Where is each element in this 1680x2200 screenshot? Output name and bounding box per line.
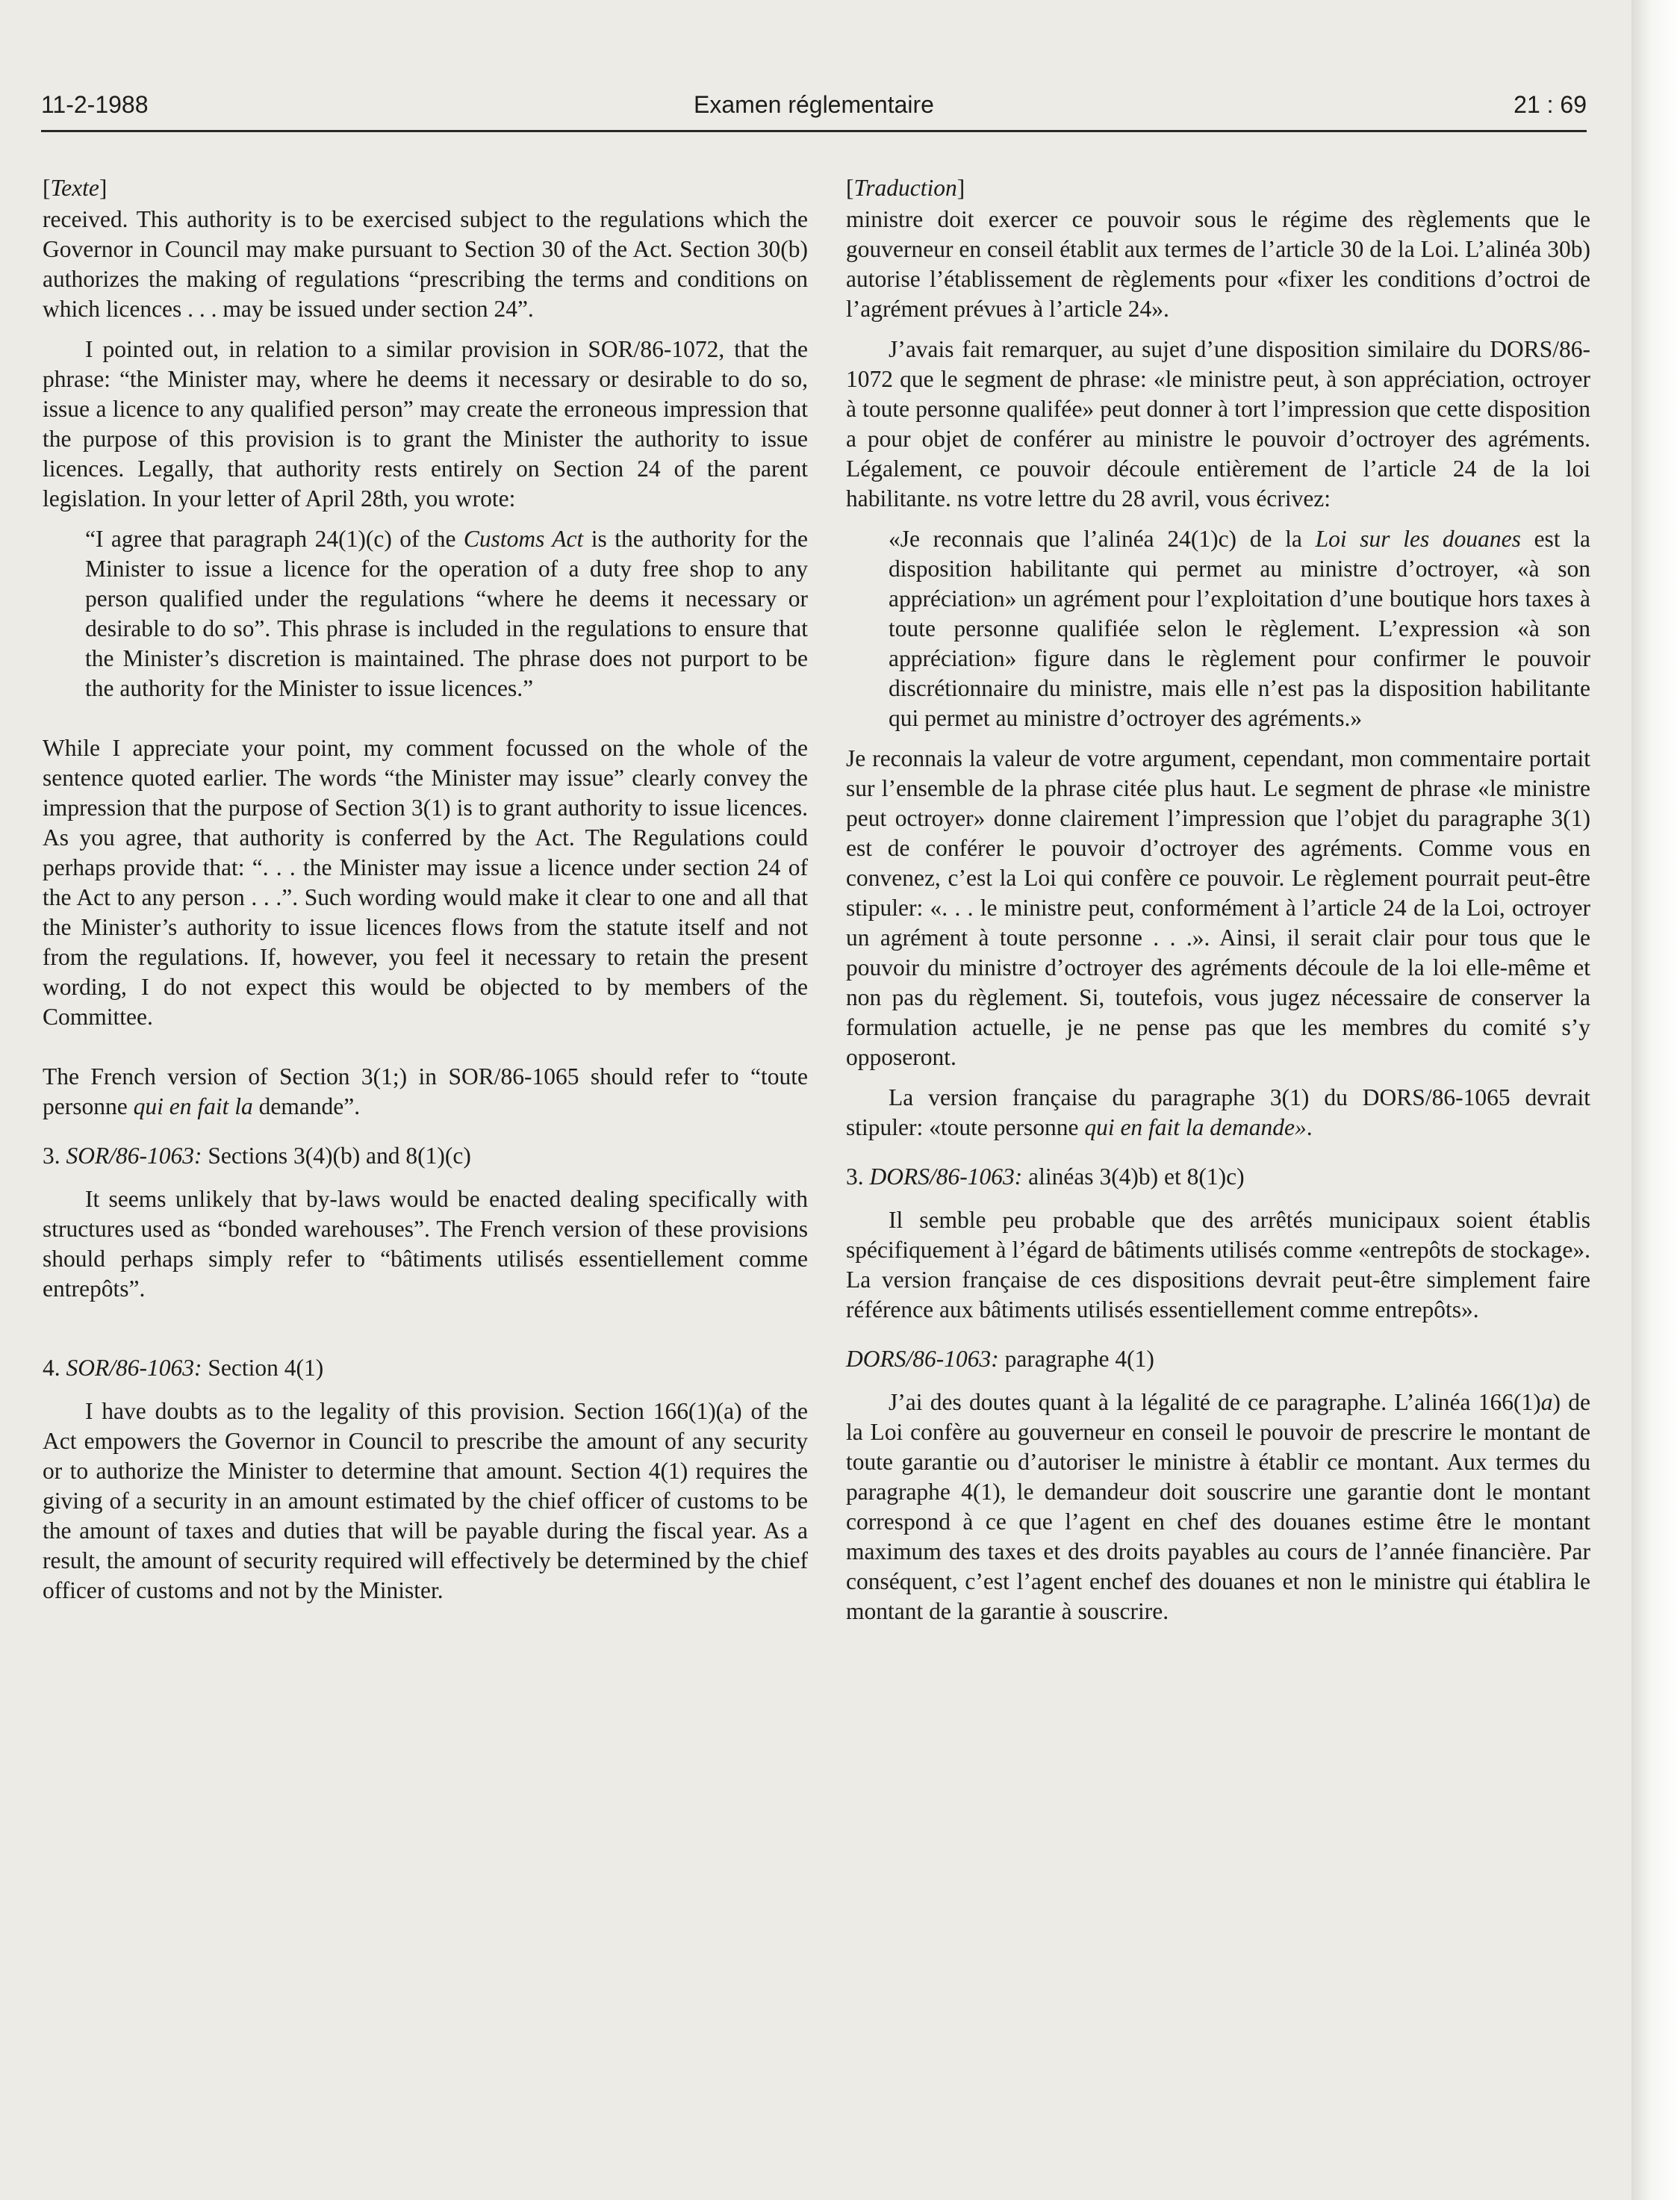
text-part: demande”. bbox=[252, 1093, 361, 1119]
heading-text: alinéas 3(4)b) et 8(1)c) bbox=[1022, 1163, 1245, 1190]
paragraph-remarquer: J’avais fait remarquer, au sujet d’une disposition similaire du DORS/86-1072 que le segment de phrase: «le ministre peut, à son appréciation, octroyer à toute personne qualifée» peut donner à tort l’impression que cette disposition a pour objet de conférer au ministre le pouvoir d’octroyer des agréments. Légalement, ce pouvoir découle entièrement de l’article 24 de la loi habilitante. ns votre lettre du 28 avril, vous écrivez: bbox=[846, 336, 1590, 512]
section-heading-4 bbox=[43, 1353, 808, 1383]
paragraph-pointed-out: I pointed out, in relation to a similar provision in SOR/86-1072, that the phrase: “the Minister may, where he deems it necessary or desirable to do so, issue a licence to any qualified person” may create the erroneous impression that the purpose of this provision is to grant the Minister the authority to issue licences. Legally, that authority rests entirely on Section 24 of the parent legislation. In your letter of April 28th, you wrote: bbox=[43, 336, 808, 512]
label-text: Texte bbox=[50, 175, 99, 201]
italic-part: qui en fait la bbox=[133, 1093, 253, 1119]
heading-text: Sections 3(4)(b) and 8(1)(c) bbox=[202, 1143, 471, 1169]
section-heading-3 bbox=[43, 1141, 808, 1171]
page-header bbox=[41, 88, 1587, 132]
heading-number: 3. bbox=[846, 1163, 870, 1190]
section-heading-3 bbox=[846, 1162, 1590, 1192]
paragraph-arretes: Il semble peu probable que des arrêtés municipaux soient établis spécifiquement à l’égard de bâtiments utilisés comme «entrepôts de stockage». La version française de ces dispositions devrait peut-être simplement faire référence aux bâtiments utilisés essentiellement comme entrepôts». bbox=[846, 1207, 1590, 1323]
english-column bbox=[43, 173, 808, 1616]
quoted-letter bbox=[889, 524, 1590, 733]
spacer bbox=[43, 1042, 808, 1062]
heading-reference: SOR/86-1063: bbox=[66, 1143, 202, 1169]
heading-reference: SOR/86-1063: bbox=[66, 1355, 202, 1381]
heading-reference: DORS/86-1063: bbox=[846, 1346, 999, 1372]
spacer bbox=[43, 1314, 808, 1334]
heading-text: Section 4(1) bbox=[202, 1355, 324, 1381]
paragraph-doutes bbox=[846, 1388, 1590, 1626]
quote-part: est la disposition habilitante qui permet au ministre d’octroyer, «à son appréciation» un agrément pour l’exploitation d’une boutique hors taxes à toute personne qualifiée selon le règlement. L’expression «à son appréciation» figure dans le règlement pour confirmer le pouvoir discrétionnaire du ministre, mais elle n’est pas la disposition habilitante qui permet au ministre d’octroyer des agréments.» bbox=[889, 526, 1590, 731]
column-label-texte: [Texte] bbox=[43, 175, 108, 201]
french-column bbox=[846, 173, 1590, 1637]
label-text: Traduction bbox=[853, 175, 957, 201]
spacer bbox=[43, 714, 808, 733]
page-edge bbox=[1631, 0, 1680, 2200]
paragraph-reconnais: Je reconnais la valeur de votre argument, cependant, mon commentaire portait sur l’ensemble de la phrase citée plus haut. Le segment de phrase «le ministre peut octroyer» donne clairement l’impression que l’objet du paragraphe 3(1) est de conférer le pouvoir d’octroyer des agréments. Comme vous en convenez, c’est la Loi qui confère ce pouvoir. Le règlement pourrait peut-être stipuler: «. . . le ministre peut, conformément à l’article 24 de la Loi, octroyer un agrément à toute personne . . .». Ainsi, il serait clair pour tous que le pouvoir du ministre d’octroyer des agréments découle de la loi elle-même et non pas du règlement. Si, toutefois, vous jugez nécessaire de conserver la formulation actuelle, je ne pense pas que les membres du comité s’y opposeront. bbox=[846, 745, 1590, 1070]
quote-part: is the authority for the Minister to issue a licence for the operation of a duty free shop to any person qualified under the regulations “where he deems it necessary or desirable to do so”. This phrase is included in the regulations to ensure that the Minister’s discretion is maintained. The phrase does not purport to be the authority for the Minister to issue licences.” bbox=[85, 526, 808, 701]
heading-text: paragraphe 4(1) bbox=[998, 1346, 1154, 1372]
heading-number: 3. bbox=[43, 1143, 66, 1169]
paragraph-french-version bbox=[43, 1062, 808, 1122]
heading-reference: DORS/86-1063: bbox=[869, 1163, 1023, 1190]
text-part: ) de la Loi confère au gouverneur en conseil le pouvoir de prescrire le montant de toute garantie ou d’autoriser le ministre à établir ce montant. Aux termes du paragraphe 4(1), le demandeur doit souscrire une garantie dont le montant correspond à ce que l’agent en chef des douanes estime être le montant maximum des taxes et des droits payables au cours de l’année financière. Par conséquent, c’est l’agent enchef des douanes et non le ministre qui établira le montant de la garantie à souscrire. bbox=[846, 1389, 1590, 1624]
italic-part: a bbox=[1540, 1389, 1553, 1415]
paragraph-version-francaise bbox=[846, 1083, 1590, 1143]
quote-act-title: Customs Act bbox=[463, 526, 584, 552]
quote-part: «Je reconnais que l’alinéa 24(1)c) de la bbox=[889, 526, 1316, 552]
paragraph-received: received. This authority is to be exercised subject to the regulations which the Governor in Council may make pursuant to Section 30 of the Act. Section 30(b) authorizes the making of regulations “prescribing the terms and conditions on which licences . . . may be issued under section 24”. bbox=[43, 206, 808, 322]
text-part: J’ai des doutes quant à la légalité de ce paragraphe. L’alinéa 166(1) bbox=[889, 1389, 1541, 1415]
header-title: Examen réglementaire bbox=[694, 91, 934, 118]
section-heading-4 bbox=[846, 1344, 1590, 1374]
italic-part: qui en fait la demande» bbox=[1084, 1114, 1307, 1140]
paragraph-by-laws: It seems unlikely that by-laws would be enacted dealing specifically with structures used as “bonded warehouses”. The French version of these provisions should perhaps simply refer to “bâtiments utilisés essentiellement comme entrepôts”. bbox=[43, 1186, 808, 1302]
quote-part: “I agree that paragraph 24(1)(c) of the bbox=[85, 526, 464, 552]
text-part: La version française du paragraphe 3(1) du DORS/86-1065 devrait stipuler: «toute personne bbox=[846, 1084, 1590, 1140]
text-part: . bbox=[1306, 1114, 1313, 1140]
quoted-letter bbox=[85, 524, 808, 703]
column-label-traduction: [Traduction] bbox=[846, 175, 965, 201]
text-part: The French version of Section 3(1;) in SOR/86-1065 should refer to “toute personne bbox=[43, 1063, 808, 1119]
header-page-number: 21 : 69 bbox=[1513, 91, 1587, 118]
paragraph-appreciate: While I appreciate your point, my comment focussed on the whole of the sentence quoted earlier. The words “the Minister may issue” clearly convey the impression that the purpose of Section 3(1) is to grant authority to issue licences. As you agree, that authority is conferred by the Act. The Regulations could perhaps provide that: “. . . the Minister may issue a licence under section 24 of the Act to any person . . .”. Such wording would make it clear to one and all that the Minister’s authority to issue licences flows from the statute itself and not from the regulations. If, however, you feel it necessary to retain the present wording, I do not expect this would be objected to by members of the Committee. bbox=[43, 735, 808, 1030]
paragraph-ministre: ministre doit exercer ce pouvoir sous le régime des règlements que le gouverneur en conseil établit aux termes de l’article 30 de la Loi. L’alinéa 30b) autorise l’établissement de règlements pour «fixer les conditions d’octroi de l’agrément prévues à l’article 24». bbox=[846, 206, 1590, 322]
paragraph-legality: I have doubts as to the legality of this provision. Section 166(1)(a) of the Act empowers the Governor in Council to prescribe the amount of any security or to authorize the Minister to determine that amount. Section 4(1) requires the giving of a security in an amount estimated by the chief officer of customs to be the amount of taxes and duties that will be payable during the fiscal year. As a result, the amount of security required will effectively be determined by the chief officer of customs and not by the Minister. bbox=[43, 1398, 808, 1603]
heading-number: 4. bbox=[43, 1355, 66, 1381]
header-date: 11-2-1988 bbox=[41, 91, 149, 118]
quote-act-title: Loi sur les douanes bbox=[1315, 526, 1521, 552]
